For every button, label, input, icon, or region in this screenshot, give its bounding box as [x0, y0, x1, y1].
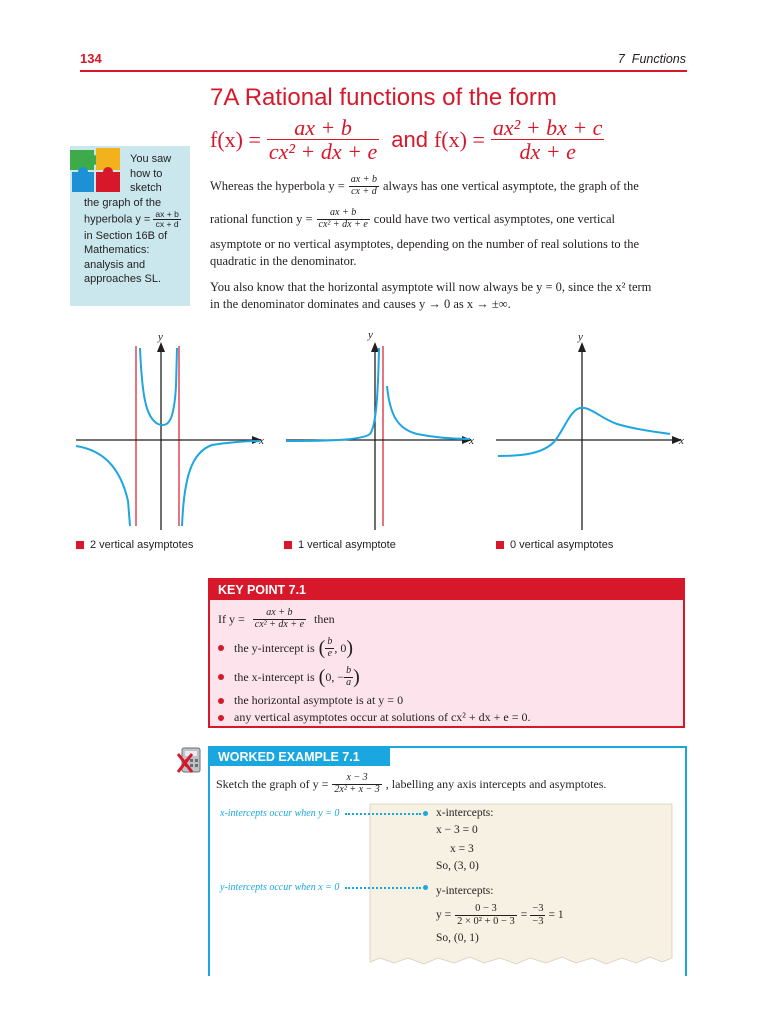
kp-then: then — [314, 611, 335, 626]
section-title: 7A Rational functions of the form — [210, 84, 557, 111]
margin-note-text — [84, 152, 188, 287]
kp-b2-text: the x-intercept is — [234, 669, 315, 684]
worked-example-heading: WORKED EXAMPLE 7.1 — [210, 748, 390, 766]
we-prompt-part2: , labelling any axis intercepts and asymptotes. — [385, 776, 607, 791]
kp-fraction — [253, 608, 306, 630]
key-point-box — [208, 578, 685, 728]
we-sol2-f2-num: −3 — [532, 903, 544, 915]
we-sol2-l3: So, (0, 1) — [436, 932, 479, 944]
caption-graph-2 — [284, 539, 396, 551]
margin-fraction — [153, 210, 180, 229]
g2-curve-left — [286, 348, 379, 441]
kp-bullet-2: the x-intercept is ( 0, − $\frac{b}{a}$ ) — [218, 662, 683, 692]
page-number: 134 — [80, 51, 102, 66]
title-fx-2: f(x) = — [433, 126, 485, 152]
kp-b4-text: any vertical asymptotes occur at solutions of cx² + dx + e = 0. — [234, 710, 531, 724]
p1-part4: could have two vertical asymptotes, one vertical — [373, 211, 616, 226]
g1-y-label: y — [158, 331, 163, 343]
caption-text-3: 0 vertical asymptotes — [510, 539, 614, 551]
we-sol2-f1-num: 0 − 3 — [455, 903, 517, 915]
caption-marker-2 — [284, 541, 292, 549]
caption-text-2: 1 vertical asymptote — [298, 539, 396, 551]
kp-b1-tail: , 0 — [334, 640, 347, 655]
kp-b1-text: the y-intercept is — [234, 640, 315, 655]
we-hint-2 — [220, 882, 428, 893]
p1-part5: asymptote or no vertical asymptotes, depending on the number of real solutions to the — [210, 237, 640, 251]
margin-fraction-den: cx + d — [155, 218, 179, 229]
p1-part3: rational function y = — [210, 211, 313, 226]
margin-line-2: how to — [130, 167, 163, 180]
kp-fraction-num: ax + b — [253, 608, 306, 620]
key-point-heading: KEY POINT 7.1 — [210, 580, 683, 600]
title-fraction-2 — [491, 116, 605, 163]
title-fraction-1-num: ax + b — [267, 116, 379, 140]
we-prompt-frac — [332, 773, 381, 795]
caption-marker-1 — [76, 541, 84, 549]
kp-bullet-1: the y-intercept is ( $\frac{b}{e}$ , 0 ) — [218, 634, 683, 662]
we-sol2-equation — [436, 899, 666, 931]
p2-line1: You also know that the horizontal asymptote will now always be y = 0, since the x² term — [210, 280, 652, 294]
g3-x-label: x — [679, 435, 684, 447]
we-prompt-part1: Sketch the graph of y = — [216, 776, 329, 791]
title-fraction-2-num: ax² + bx + c — [492, 115, 603, 140]
we-sol2-f1-den: 2 × 0² + 0 − 3 — [457, 915, 515, 927]
title-fraction-1-den: cx² + dx + e — [268, 139, 378, 165]
g3-y-label: y — [578, 331, 583, 343]
g3-curve — [498, 408, 670, 456]
title-fx-1: f(x) = — [210, 126, 261, 152]
we-prompt-num: x − 3 — [332, 773, 381, 785]
worked-example-box — [208, 746, 687, 976]
we-prompt — [216, 768, 606, 800]
we-sol1-l1: x − 3 = 0 — [436, 824, 478, 836]
we-sol2-result: = 1 — [548, 908, 564, 921]
paragraph-1 — [210, 170, 690, 270]
g2-x-label: x — [469, 435, 474, 447]
kp-b2-frac — [344, 666, 353, 688]
caption-graph-1 — [76, 539, 193, 551]
p1-fraction-a — [349, 175, 379, 197]
we-hint-1-text: x-intercepts occur when y = 0 — [220, 808, 340, 819]
margin-hyperbola-label: hyperbola y = — [84, 213, 151, 226]
margin-line-8: analysis and — [84, 258, 146, 271]
kp-b1-frac — [325, 637, 334, 659]
we-sol1-l2: x = 3 — [450, 843, 474, 855]
we-sol2-f2-den: −3 — [532, 915, 544, 927]
we-sol1-title: x-intercepts: — [436, 807, 494, 819]
title-fraction-2-den: dx + e — [519, 139, 576, 165]
g1-curve-right — [182, 441, 260, 526]
margin-line-5 — [84, 210, 188, 229]
g1-curve-middle — [140, 348, 177, 425]
header-rule — [80, 70, 687, 72]
we-sol2-frac2 — [530, 903, 545, 926]
we-hint-1 — [220, 808, 428, 819]
kp-b1-num: b — [327, 636, 333, 647]
kp-b1-den: e — [327, 647, 333, 659]
we-solution — [436, 806, 666, 946]
margin-line-6: in Section 16B of — [84, 229, 168, 242]
p1-fraction-b — [317, 208, 370, 230]
p1-fraction-b-den: cx² + dx + e — [318, 218, 368, 230]
we-sol2-y: y = — [436, 908, 452, 921]
kp-bullet-dot-1 — [218, 645, 224, 651]
p1-fraction-b-num: ax + b — [317, 208, 370, 220]
p1-fraction-a-num: ax + b — [350, 174, 377, 185]
caption-text-1: 2 vertical asymptotes — [90, 539, 194, 551]
kp-b2-head: 0, − — [325, 669, 345, 684]
kp-bullet-4 — [218, 709, 683, 726]
graph-two-asymptotes — [72, 326, 272, 532]
kp-if: If y = — [218, 611, 245, 626]
kp-bullet-dot-3 — [218, 698, 224, 704]
chapter-title: 7 Functions — [617, 52, 686, 66]
g1-y-arrow — [157, 342, 165, 352]
g1-curve-left — [76, 446, 130, 526]
kp-b3-text: the horizontal asymptote is at y = 0 — [234, 693, 404, 707]
caption-graph-3 — [496, 539, 613, 551]
caption-marker-3 — [496, 541, 504, 549]
we-sol2-title: y-intercepts: — [436, 885, 494, 897]
p2-line2: in the denominator dominates and causes y → 0 as x → ±∞. — [210, 297, 511, 311]
we-prompt-den: 2x² + x − 3 — [334, 783, 380, 795]
kp-b2-num: b — [346, 665, 352, 676]
p1-fraction-a-den: cx + d — [351, 185, 377, 197]
margin-line-1: You saw — [130, 153, 172, 165]
kp-bullet-3 — [218, 692, 683, 709]
p1-part2: always has one vertical asymptote, the graph of the — [382, 178, 639, 193]
kp-fraction-den: cx² + dx + e — [254, 618, 305, 630]
margin-line-7: Mathematics: — [84, 244, 150, 257]
p1-part1: Whereas the hyperbola y = — [210, 178, 345, 193]
g2-y-label: y — [368, 329, 373, 341]
margin-fraction-num: ax + b — [155, 209, 179, 219]
g3-y-arrow — [578, 342, 586, 352]
p1-part6: quadratic in the denominator. — [210, 254, 357, 268]
we-sol1-l3: So, (3, 0) — [436, 860, 479, 872]
kp-bullet-dot-2 — [218, 674, 224, 680]
g2-y-arrow — [371, 342, 379, 352]
g1-x-label: x — [259, 435, 264, 447]
margin-line-4: the graph of the — [84, 196, 162, 209]
graph-zero-asymptotes — [492, 326, 692, 532]
calculator-crossed-icon — [176, 746, 204, 774]
graph-one-asymptote — [282, 326, 482, 532]
margin-line-9: approaches SL. — [84, 273, 162, 286]
kp-b2-den: a — [346, 676, 352, 688]
we-sol2-eq: = — [520, 908, 528, 921]
we-sol2-frac1 — [455, 903, 517, 926]
paragraph-2 — [210, 279, 690, 313]
g2-curve-right — [387, 386, 470, 439]
margin-line-3: sketch — [130, 182, 162, 194]
title-fraction-1 — [267, 116, 379, 163]
we-hint-2-text: y-intercepts occur when x = 0 — [220, 882, 340, 893]
key-point-if-row — [218, 604, 683, 634]
kp-bullet-dot-4 — [218, 715, 224, 721]
title-and: and — [391, 126, 428, 152]
section-title-formulas — [210, 116, 604, 163]
